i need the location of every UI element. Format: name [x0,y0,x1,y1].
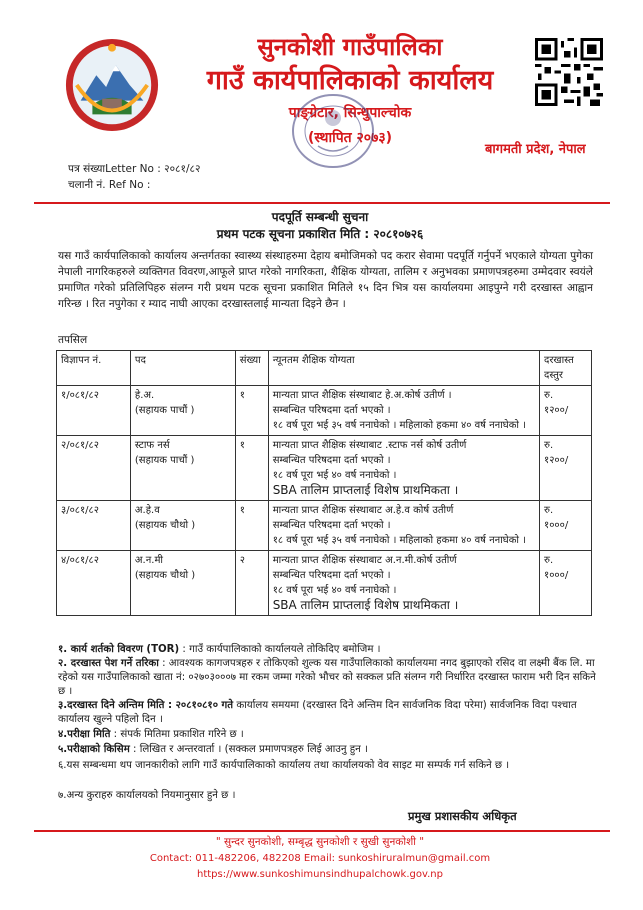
footer-website-link[interactable]: https://www.sunkoshimunsindhupalchowk.gov.np [196,869,443,880]
footer-slogan: " सुन्दर सुनकोशी, सम्बृद्ध सुनकोशी र सुखी सुनकोशी " [215,836,425,848]
fee-prefix: रु. [544,555,554,566]
ad-number: २/०८१/८२ [57,436,131,501]
term-item [58,699,598,727]
header-divider [34,202,610,204]
term-item [58,728,598,742]
term-item [58,743,598,757]
fee-cell [540,551,592,616]
table-row [57,551,592,616]
table-row [57,501,592,551]
fee-cell [540,386,592,436]
qualification-cell [268,501,539,551]
header-fee: दरखास्त दस्तुर [540,351,592,386]
qualification-line: SBA तालिम प्राप्तलाई विशेष प्राथमिकता । [272,483,459,497]
post-cell [130,501,235,551]
term-label: १. कार्य शर्तको विवरण (TOR) [58,644,180,655]
term-text: कार्यालय समयमा (दरखास्त दिने अन्तिम दिन सार्वजनिक विदा परेमा) सार्वजनिक विदा पश्चात कार्यालय खुल्ने पहिलो दिन । [58,700,577,725]
office-location: पाङ्ग्रेटार, सिन्धुपाल्चोक [288,105,412,121]
post-name: हे.अ. [134,390,155,401]
qualification-cell [268,551,539,616]
term-label: ५.परीक्षाको किसिम [58,744,130,755]
header-ad-number: विज्ञापन नं. [57,351,131,386]
established-year: (स्थापित २०७३) [307,130,393,146]
reference-number: चलानी नं. Ref No : [68,179,151,191]
qualification-line: १८ वर्ष पूरा भई ४० वर्ष ननाघेको । [272,585,397,596]
term-label: ४.परीक्षा मिति [58,729,111,740]
qualification-line: सम्बन्धित परिषदमा दर्ता भएको । [272,405,391,416]
post-count: १ [235,436,268,501]
qualification-line: १८ वर्ष पूरा भई ३५ वर्ष ननाघेको । महिलाको हकमा ४० वर्ष ननाघेको । [272,535,526,546]
term-label: ३.दरखास्त दिने अन्तिम मिति : २०८१०८१० गते [58,700,234,711]
qualification-line: सम्बन्धित परिषदमा दर्ता भएको । [272,520,391,531]
ad-number: १/०८१/८२ [57,386,131,436]
office-stamp-icon [288,90,378,172]
term-text: : आवश्यक कागजपत्रहरु र तोकिएको शुल्क यस गाउँपालिकाको कार्यालयमा नगद बुझाएको रसिद वा लक्ष्मी बैंक लि. मा रहेको यस गाउँपालिकाको खाता नं: ०२७०३०००७ मा रकम जम्मा गरेको भौचर को सक्कल प्रति संलग्न गरी निर्धारित दरखास्त फाराम भरी दिन सकिने छ । [58,658,596,697]
footer-contact: Contact: 011-482206, 482208 Email: sunkoshiruralmun@gmail.com [149,853,491,864]
term-text: : लिखित र अन्तरवार्ता । (सक्कल प्रमाणपत्रहरु लिई आउनु हुन । [129,744,368,755]
qualification-line: सम्बन्धित परिषदमा दर्ता भएको । [272,570,391,581]
ad-number: ३/०८१/८२ [57,501,131,551]
header-count: संख्या [235,351,268,386]
term-item [58,789,598,803]
post-cell [130,551,235,616]
post-count: २ [235,551,268,616]
fee-amount: १२००/ [544,455,569,466]
post-level: (सहायक चौथो ) [134,520,196,531]
table-row [57,386,592,436]
term-item [58,657,598,699]
qualification-cell [268,386,539,436]
fee-cell [540,436,592,501]
notice-body: यस गाउँ कार्यपालिकाको कार्यालय अन्तर्गतका स्वास्थ्य संस्थाहरुमा देहाय बमोजिमको पद करार सेवामा पदपूर्ति गर्नुपर्ने भएकाले योग्यता पुगेका नेपाली नागरिकहरुले व्यक्तिगत विवरण,आफूले प्राप्त गरेको नागरिकता, शैक्षिक योग्यता, तालिम र अनुभवका प्रमाणपत्रहरुमा उम्मेदवार स्वयंले प्रमाणित गरेको प्रतिलिपिहरु संलग्न गरी प्रथम पटक सूचना प्रकाशित मितिले १५ दिन भित्र यस कार्यालयमा आइपुग्ने गरी दरखास्त आह्वान गरिन्छ । रित नपुगेका र म्याद नाघी आएका दरखास्तलाई मान्यता दिइने छैन । [58,250,593,310]
ad-number: ४/०८१/८२ [57,551,131,616]
post-cell [130,386,235,436]
term-text: ७.अन्य कुराहरु कार्यालयको नियमानुसार हुने छ । [58,790,236,801]
notice-title: पदपूर्ति सम्बन्धी सुचना [271,210,369,224]
signatory-title: प्रमुख प्रशासकीय अधिकृत [408,809,517,823]
post-name: अ.न.मी [134,555,164,566]
term-text: ६.यस सम्बन्धमा थप जानकारीको लागि गाउँ कार्यपालिकाको कार्यालय तथा कार्यालयको वेव साइट मा सम्पर्क गर्न सकिने छ । [58,760,510,771]
qualification-cell [268,436,539,501]
post-cell [130,436,235,501]
term-text: : गाउँ कार्यपालिकाको कार्यालयले तोकिदिए बमोजिम । [179,644,381,655]
qr-code-icon [535,38,603,106]
post-count: १ [235,386,268,436]
vacancy-table [56,350,592,616]
qualification-line: सम्बन्धित परिषदमा दर्ता भएको । [272,455,391,466]
table-header-row [57,351,592,386]
office-name: गाउँ कार्यपालिकाको कार्यालय [206,65,494,96]
fee-cell [540,501,592,551]
letter-number: पत्र संख्याLetter No : २०८१/८२ [68,163,201,175]
qualification-line: मान्यता प्राप्त शैक्षिक संस्थाबाट अ.न.मी.कोर्ष उतीर्ण [272,555,457,566]
nepal-emblem-icon [63,36,161,134]
term-text: : संपर्क मितिमा प्रकाशित गरिने छ । [110,729,244,740]
table-row [57,436,592,501]
qualification-line: १८ वर्ष पूरा भई ४० वर्ष ननाघेको । [272,470,397,481]
fee-prefix: रु. [544,390,554,401]
header-qualification: न्यूनतम शैक्षिक योग्यता [268,351,539,386]
term-label: २. दरखास्त पेश गर्ने तरिका [58,658,159,669]
qualification-line: SBA तालिम प्राप्तलाई विशेष प्राथमिकता । [272,598,459,612]
footer-divider [34,830,610,832]
term-item [58,643,598,657]
fee-amount: १०००/ [544,520,569,531]
notice-publish-date: प्रथम पटक सूचना प्रकाशित मिति : २०८१०७२६ [216,227,424,241]
qualification-line: मान्यता प्राप्त शैक्षिक संस्थाबाट हे.अ.कोर्ष उतीर्ण । [272,390,452,401]
post-name: अ.हे.व [134,505,160,516]
schedule-label: तपसिल [58,334,88,346]
post-count: १ [235,501,268,551]
term-item [58,759,598,773]
fee-prefix: रु. [544,505,554,516]
municipality-name: सुनकोशी गाउँपालिका [257,32,443,61]
post-name: स्टाफ नर्स [134,440,170,451]
fee-amount: १२००/ [544,405,569,416]
post-level: (सहायक चौथो ) [134,570,196,581]
header-post: पद [130,351,235,386]
post-level: (सहायक पाचौं ) [134,405,195,416]
fee-amount: १०००/ [544,570,569,581]
post-level: (सहायक पाचौं ) [134,455,195,466]
qualification-line: १८ वर्ष पूरा भई ३५ वर्ष ननाघेको । महिलाको हकमा ४० वर्ष ननाघेको । [272,420,526,431]
qualification-line: मान्यता प्राप्त शैक्षिक संस्थाबाट .स्टाफ नर्स कोर्ष उतीर्ण [272,440,467,451]
province-name: बागमती प्रदेश, नेपाल [485,142,586,157]
fee-prefix: रु. [544,440,554,451]
qualification-line: मान्यता प्राप्त शैक्षिक संस्थाबाट अ.हे.व कोर्ष उतीर्ण [272,505,454,516]
